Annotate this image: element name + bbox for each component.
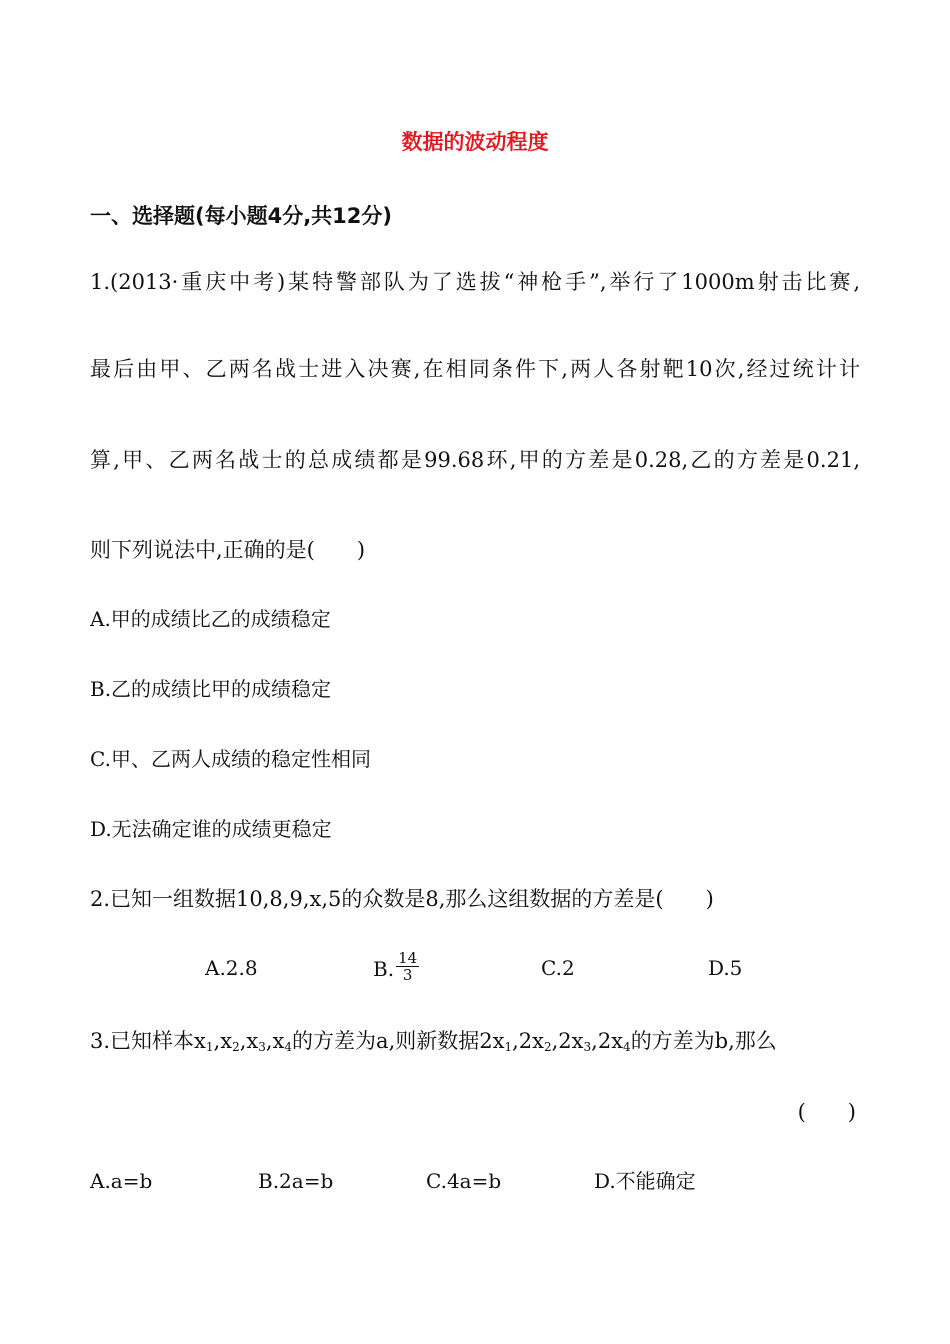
q3-text: ,x bbox=[239, 1029, 259, 1053]
q3-text: ,2x bbox=[512, 1029, 544, 1053]
q2-option-c: C.2 bbox=[541, 956, 575, 980]
fraction-denominator: 3 bbox=[402, 966, 413, 984]
subscript: 3 bbox=[258, 1040, 266, 1054]
q2-option-a: A.2.8 bbox=[205, 956, 258, 980]
q3-text: 的方差为a,则新数据2x bbox=[292, 1029, 505, 1053]
q3-text: ,x bbox=[213, 1029, 233, 1053]
q3-text: 3.已知样本x bbox=[90, 1029, 206, 1053]
q3-answer-paren: ( ) bbox=[797, 1100, 856, 1124]
q1-line-4: 则下列说法中,正确的是( ) bbox=[90, 538, 366, 562]
q3-text: ,x bbox=[265, 1029, 285, 1053]
q2-option-b-fraction bbox=[396, 950, 419, 983]
subscript: 2 bbox=[543, 1040, 552, 1054]
q2-option-d: D.5 bbox=[708, 956, 743, 980]
q1-line-1: 1.(2013·重庆中考)某特警部队为了选拔“神枪手”,举行了1000m射击比赛, bbox=[90, 270, 860, 294]
q1-option-c: C.甲、乙两人成绩的稳定性相同 bbox=[90, 747, 371, 771]
q3-text: 的方差为b,那么 bbox=[630, 1029, 777, 1053]
subscript: 4 bbox=[284, 1040, 293, 1054]
q3-option-a: A.a=b bbox=[90, 1169, 153, 1193]
q3-option-c: C.4a=b bbox=[426, 1169, 502, 1193]
page-title: 数据的波动程度 bbox=[401, 130, 549, 154]
q3-stem bbox=[90, 1027, 777, 1055]
q3-text: ,2x bbox=[551, 1029, 584, 1053]
q3-option-d: D.不能确定 bbox=[594, 1169, 696, 1193]
subscript: 2 bbox=[232, 1040, 240, 1054]
subscript: 4 bbox=[623, 1040, 631, 1054]
q1-option-d: D.无法确定谁的成绩更稳定 bbox=[90, 817, 332, 841]
fraction-numerator: 14 bbox=[398, 949, 418, 967]
q2-option-b-prefix: B. bbox=[373, 957, 395, 981]
q1-line-2: 最后由甲、乙两名战士进入决赛,在相同条件下,两人各射靶10次,经过统计计 bbox=[90, 357, 860, 381]
subscript: 1 bbox=[504, 1040, 513, 1054]
q1-option-a: A.甲的成绩比乙的成绩稳定 bbox=[90, 607, 331, 631]
subscript: 3 bbox=[583, 1040, 592, 1054]
q3-option-b: B.2a=b bbox=[258, 1169, 334, 1193]
section-heading: 一、选择题(每小题4分,共12分) bbox=[90, 204, 393, 228]
subscript: 1 bbox=[205, 1040, 214, 1054]
q1-line-3: 算,甲、乙两名战士的总成绩都是99.68环,甲的方差是0.28,乙的方差是0.21, bbox=[90, 448, 860, 472]
q3-text: ,2x bbox=[591, 1029, 624, 1053]
q2-option-b bbox=[373, 949, 419, 987]
q2-stem: 2.已知一组数据10,8,9,x,5的众数是8,那么这组数据的方差是( ) bbox=[90, 887, 714, 911]
q1-option-b: B.乙的成绩比甲的成绩稳定 bbox=[90, 677, 332, 701]
